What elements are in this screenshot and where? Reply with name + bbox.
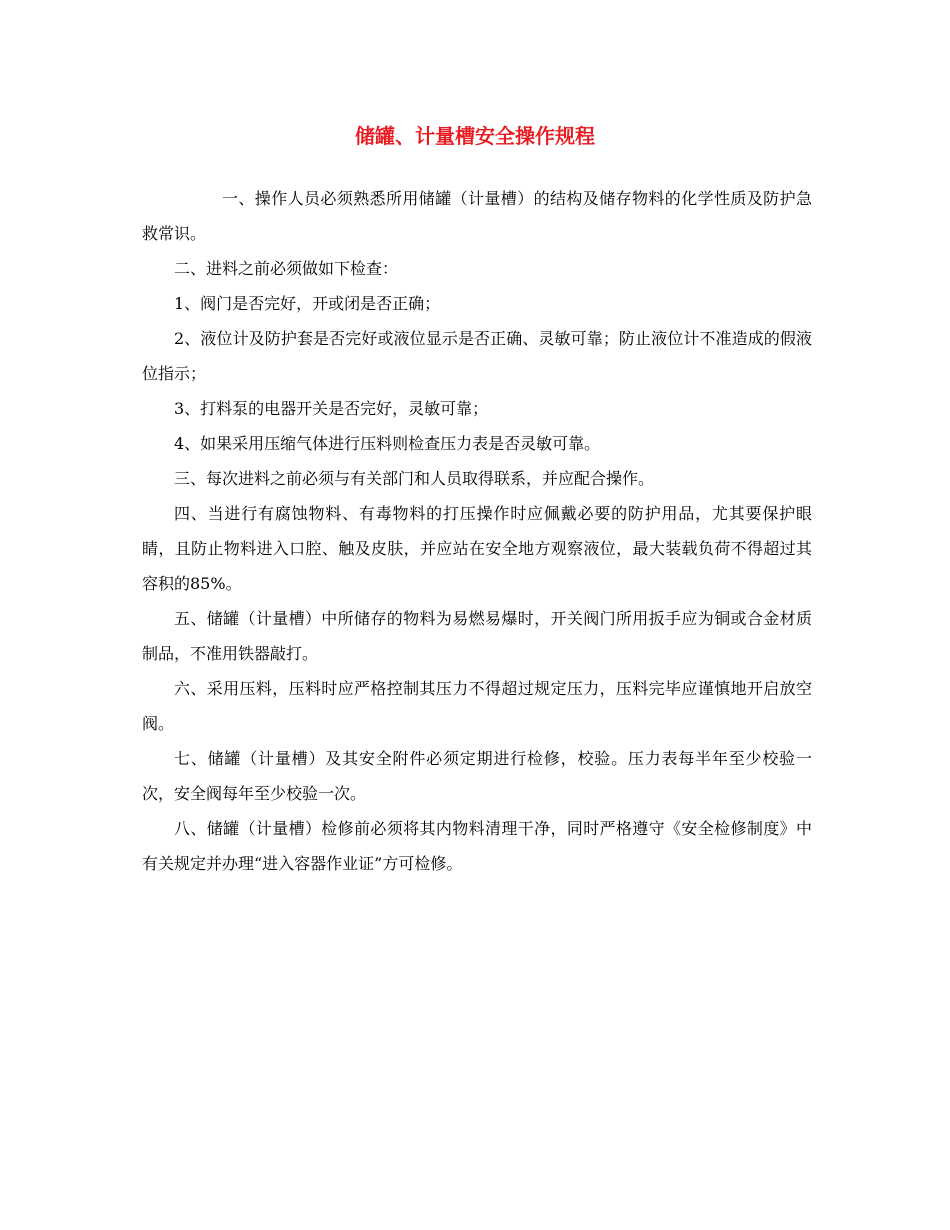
paragraph-7: 三、每次进料之前必须与有关部门和人员取得联系，并应配合操作。 — [174, 469, 655, 488]
paragraph-3: 1、阀门是否完好，开或闭是否正确； — [174, 294, 441, 313]
paragraph-10: 六、采用压料，压料时应严格控制其压力不得超过规定压力，压料完毕应谨慎地开启放空阀。 — [142, 679, 812, 733]
paragraph-6: 4、如果采用压缩气体进行压料则检查压力表是否灵敏可靠。 — [174, 434, 601, 453]
paragraph-9: 五、储罐（计量槽）中所储存的物料为易燃易爆时，开关阀门所用扳手应为铜或合金材质制品，不准用铁器敲打。 — [142, 609, 812, 663]
document-title: 储罐、计量槽安全操作规程 — [355, 124, 595, 148]
paragraph-1: 一、操作人员必须熟悉所用储罐（计量槽）的结构及储存物料的化学性质及防护急救常识。 — [142, 189, 812, 243]
paragraph-11: 七、储罐（计量槽）及其安全附件必须定期进行检修，校验。压力表每半年至少校验一次，安全阀每年至少校验一次。 — [142, 749, 812, 803]
document-body — [142, 181, 812, 881]
paragraph-5: 3、打料泵的电器开关是否完好，灵敏可靠； — [174, 399, 489, 418]
paragraph-2: 二、进料之前必须做如下检查： — [174, 259, 399, 278]
paragraph-12: 八、储罐（计量槽）检修前必须将其内物料清理干净，同时严格遵守《安全检修制度》中有关规定并办理“进入容器作业证”方可检修。 — [142, 819, 812, 873]
paragraph-8: 四、当进行有腐蚀物料、有毒物料的打压操作时应佩戴必要的防护用品，尤其要保护眼睛，且防止物料进入口腔、触及皮肤，并应站在安全地方观察液位，最大装载负荷不得超过其容积的85%。 — [142, 504, 812, 593]
paragraph-4: 2、液位计及防护套是否完好或液位显示是否正确、灵敏可靠；防止液位计不准造成的假液位指示； — [142, 329, 812, 383]
